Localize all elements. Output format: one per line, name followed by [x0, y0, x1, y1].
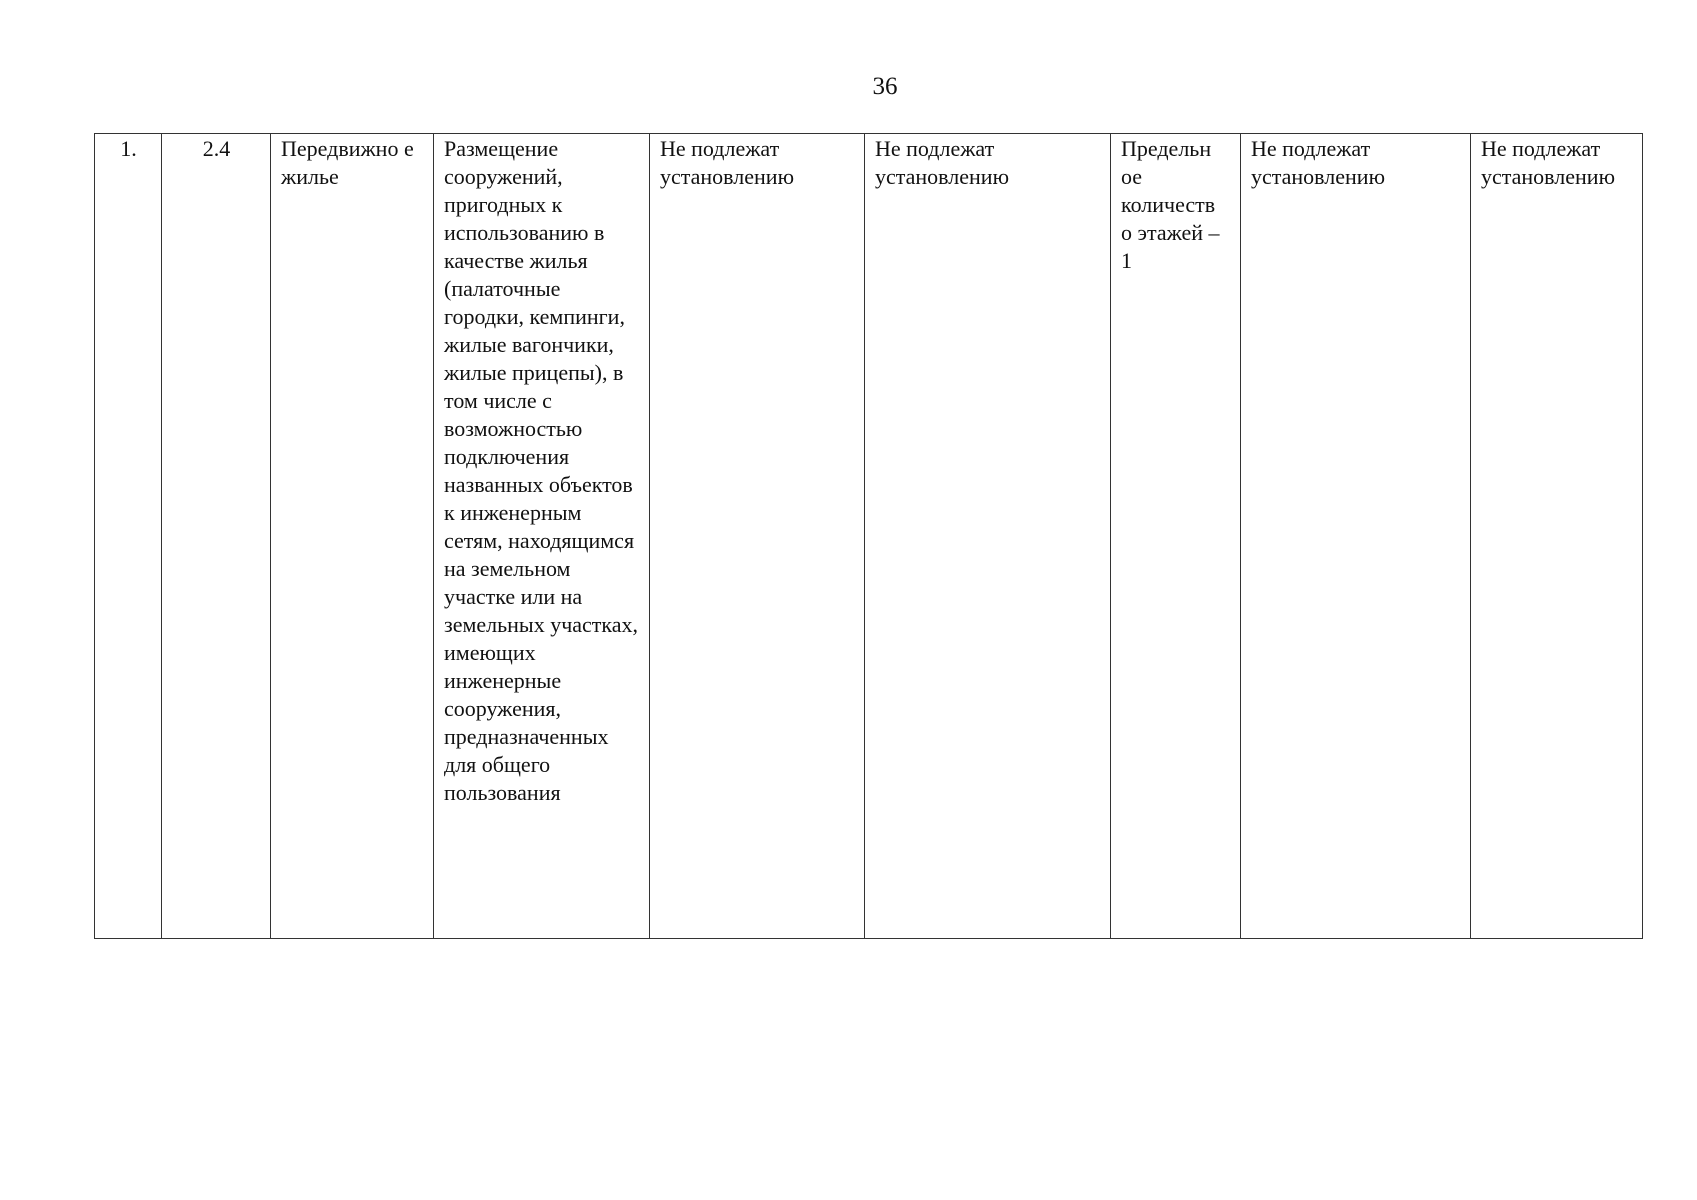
table-row [95, 134, 1643, 939]
page-number: 36 [872, 73, 898, 100]
parameter-cell-1: Не подлежат установлению [650, 134, 865, 939]
row-number-cell: 1. [95, 134, 162, 939]
floor-limit-cell: Предельн ое количеств о этажей – 1 [1111, 134, 1241, 939]
use-description-cell: Размещение сооружений, пригодных к использованию в качестве жилья (палаточные городки, кемпинги, жилые вагончики, жилые прицепы), в том числе с возможностью подключения названных объектов к инженерным сетям, находящимся на земельном участке или на земельных участках, имеющих инженерные сооружения, предназначенных для общего пользования [434, 134, 650, 939]
parameter-cell-2: Не подлежат установлению [865, 134, 1111, 939]
use-name-cell: Передвижно е жилье [271, 134, 434, 939]
parameter-cell-4: Не подлежат установлению [1241, 134, 1471, 939]
regulations-table [94, 133, 1643, 939]
use-code-cell: 2.4 [162, 134, 271, 939]
parameter-cell-5: Не подлежат установлению [1471, 134, 1643, 939]
